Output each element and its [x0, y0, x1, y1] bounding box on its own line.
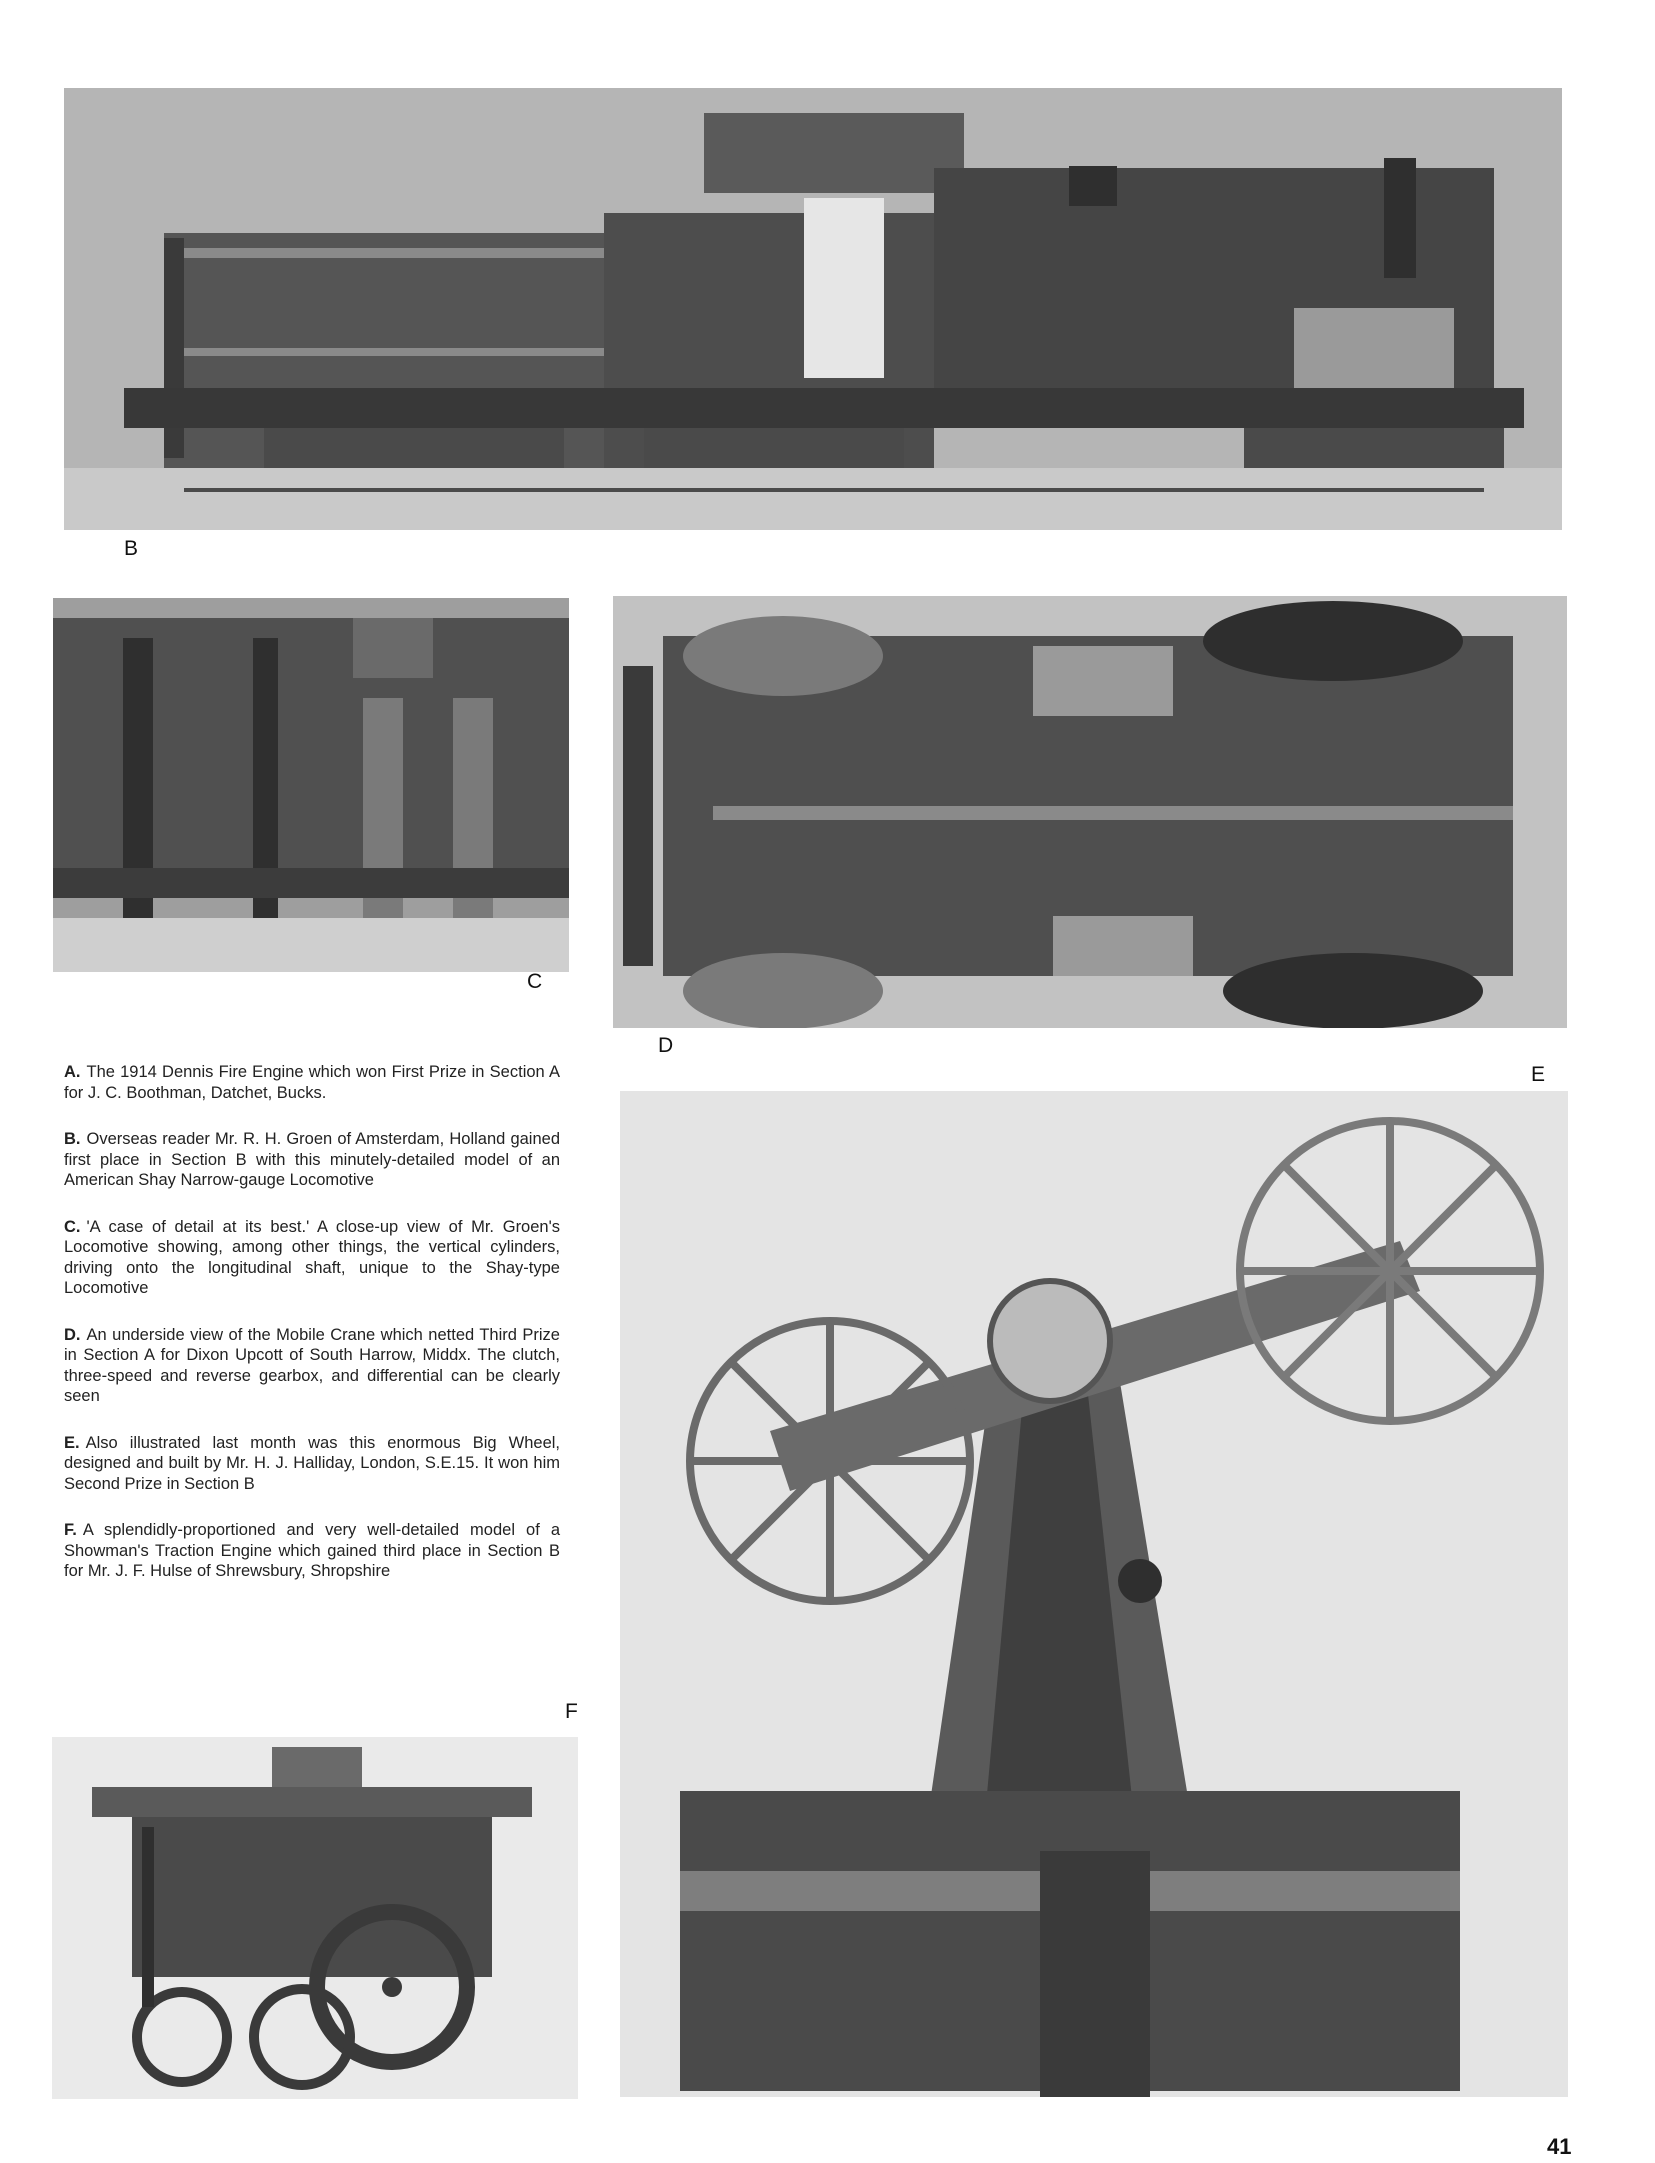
big-wheel-photo: [620, 1091, 1568, 2097]
photo-label-e: E: [1531, 1063, 1546, 1086]
photo-label-c: C: [527, 970, 543, 993]
caption-d: [64, 1325, 560, 1407]
page-number: 41: [1547, 2134, 1572, 2159]
caption-text: A splendidly-proportioned and very well-detailed model of a Showman's Traction Engine which gained third place in Section B for Mr. J. F. Hulse of Shrewsbury, Shropshire: [64, 1521, 560, 1580]
caption-text: Overseas reader Mr. R. H. Groen of Amsterdam, Holland gained first place in Section B with this minutely-detailed model of an American Shay Narrow-gauge Locomotive: [64, 1130, 560, 1189]
photo-label-f: F: [565, 1700, 578, 1723]
photo-label-d: D: [658, 1034, 674, 1057]
caption-a: [64, 1062, 560, 1103]
caption-text: Also illustrated last month was this enormous Big Wheel, designed and built by Mr. H. J. Halliday, London, S.E.15. It won him Second Prize in Section B: [64, 1433, 560, 1493]
caption-letter: C.: [64, 1217, 81, 1236]
caption-b: [64, 1129, 560, 1191]
caption-letter: E.: [64, 1433, 80, 1452]
caption-f: [64, 1520, 560, 1582]
traction-engine-photo: [52, 1737, 578, 2099]
caption-letter: A.: [64, 1063, 81, 1081]
caption-letter: F.: [64, 1521, 77, 1539]
caption-e: [64, 1433, 560, 1495]
locomotive-closeup-photo: [53, 598, 569, 972]
shay-locomotive-photo: [64, 88, 1562, 530]
mobile-crane-underside-photo: [613, 596, 1567, 1028]
caption-text: 'A case of detail at its best.' A close-up view of Mr. Groen's Locomotive showing, among other things, the vertical cylinders, driving onto the longitudinal shaft, unique to the Shay-type Locomotive: [64, 1217, 560, 1297]
caption-letter: D.: [64, 1325, 81, 1344]
caption-text: The 1914 Dennis Fire Engine which won First Prize in Section A for J. C. Boothman, Datchet, Bucks.: [64, 1063, 560, 1102]
caption-letter: B.: [64, 1130, 81, 1148]
caption-c: [64, 1217, 560, 1299]
photo-captions: [64, 1062, 560, 1608]
caption-text: An underside view of the Mobile Crane which netted Third Prize in Section A for Dixon Upcott of South Harrow, Middx. The clutch, three-speed and reverse gearbox, and differential can be clearly seen: [64, 1325, 560, 1405]
photo-label-b: B: [124, 537, 139, 560]
